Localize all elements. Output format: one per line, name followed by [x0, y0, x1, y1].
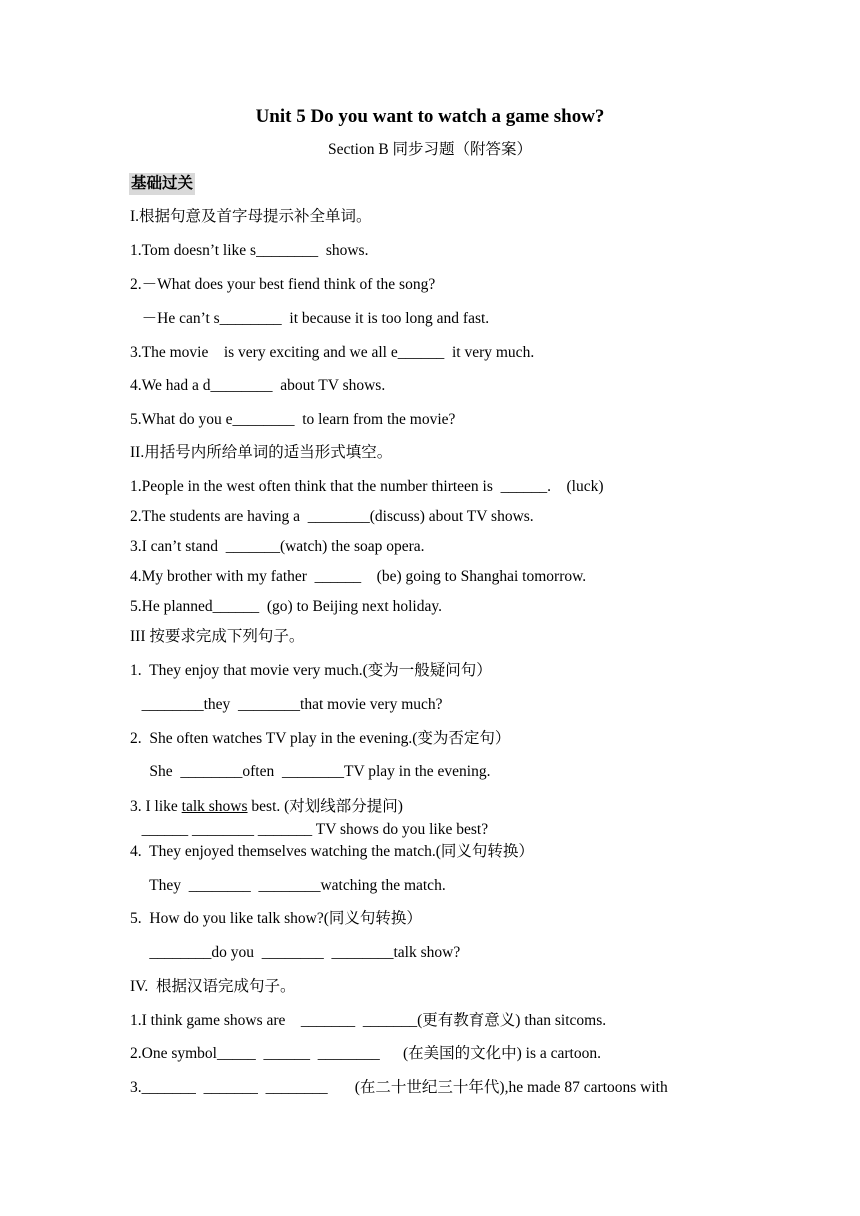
part4-item-3: 3._______ _______ ________ (在二十世纪三十年代),he made 87 cartoons with: [130, 1079, 668, 1096]
part3-question-3-prefix: 3. I like: [130, 798, 182, 815]
part3-answer-1: ________they ________that movie very much?: [130, 696, 443, 713]
part1-item-3: 3.The movie is very exciting and we all e______ it very much.: [130, 344, 535, 361]
part1-item-2: 2.－What does your best fiend think of the song?: [130, 276, 436, 293]
part2-heading: II.用括号内所给单词的适当形式填空。: [130, 444, 393, 461]
part3-answer-4: They ________ ________watching the match.: [130, 877, 446, 894]
part3-question-5: 5. How do you like talk show?(同义句转换）: [130, 910, 422, 927]
part2-item-5: 5.He planned______ (go) to Beijing next holiday.: [130, 598, 442, 615]
section-label: 基础过关: [129, 173, 195, 195]
part3-question-4: 4. They enjoyed themselves watching the match.(同义句转换）: [130, 843, 534, 860]
document-title: Unit 5 Do you want to watch a game show?: [255, 106, 605, 127]
part3-answer-2: She ________often ________TV play in the evening.: [130, 763, 491, 780]
part3-heading: III 按要求完成下列句子。: [130, 628, 305, 645]
part1-item-2-reply: －He can’t s________ it because it is too long and fast.: [130, 310, 490, 327]
part3-question-3: [130, 797, 403, 817]
part3-question-3-suffix: best. (对划线部分提问): [247, 798, 403, 815]
part2-item-3: 3.I can’t stand _______(watch) the soap opera.: [130, 538, 425, 555]
part3-answer-5: ________do you ________ ________talk show?: [130, 944, 461, 961]
document-subtitle: Section B 同步习题（附答案）: [327, 141, 533, 158]
part1-item-5: 5.What do you e________ to learn from the movie?: [130, 411, 456, 428]
part1-item-4: 4.We had a d________ about TV shows.: [130, 377, 386, 394]
part4-item-1: 1.I think game shows are _______ _______(更有教育意义) than sitcoms.: [130, 1012, 607, 1029]
underlined-phrase: talk shows: [181, 798, 248, 815]
part2-item-4: 4.My brother with my father ______ (be) going to Shanghai tomorrow.: [130, 568, 587, 585]
part1-heading: I.根据句意及首字母提示补全单词。: [130, 208, 372, 225]
part3-question-1: 1. They enjoy that movie very much.(变为一般疑问句）: [130, 662, 492, 679]
part4-heading: IV. 根据汉语完成句子。: [130, 978, 296, 995]
part3-answer-3: ______ ________ _______ TV shows do you like best?: [130, 821, 489, 838]
part2-item-1: 1.People in the west often think that the number thirteen is ______. (luck): [130, 478, 604, 495]
part4-item-2: 2.One symbol_____ ______ ________ (在美国的文化中) is a cartoon.: [130, 1045, 601, 1062]
part3-question-2: 2. She often watches TV play in the evening.(变为否定句）: [130, 730, 511, 747]
part2-item-2: 2.The students are having a ________(discuss) about TV shows.: [130, 508, 534, 525]
part1-item-1: 1.Tom doesn’t like s________ shows.: [130, 242, 369, 259]
